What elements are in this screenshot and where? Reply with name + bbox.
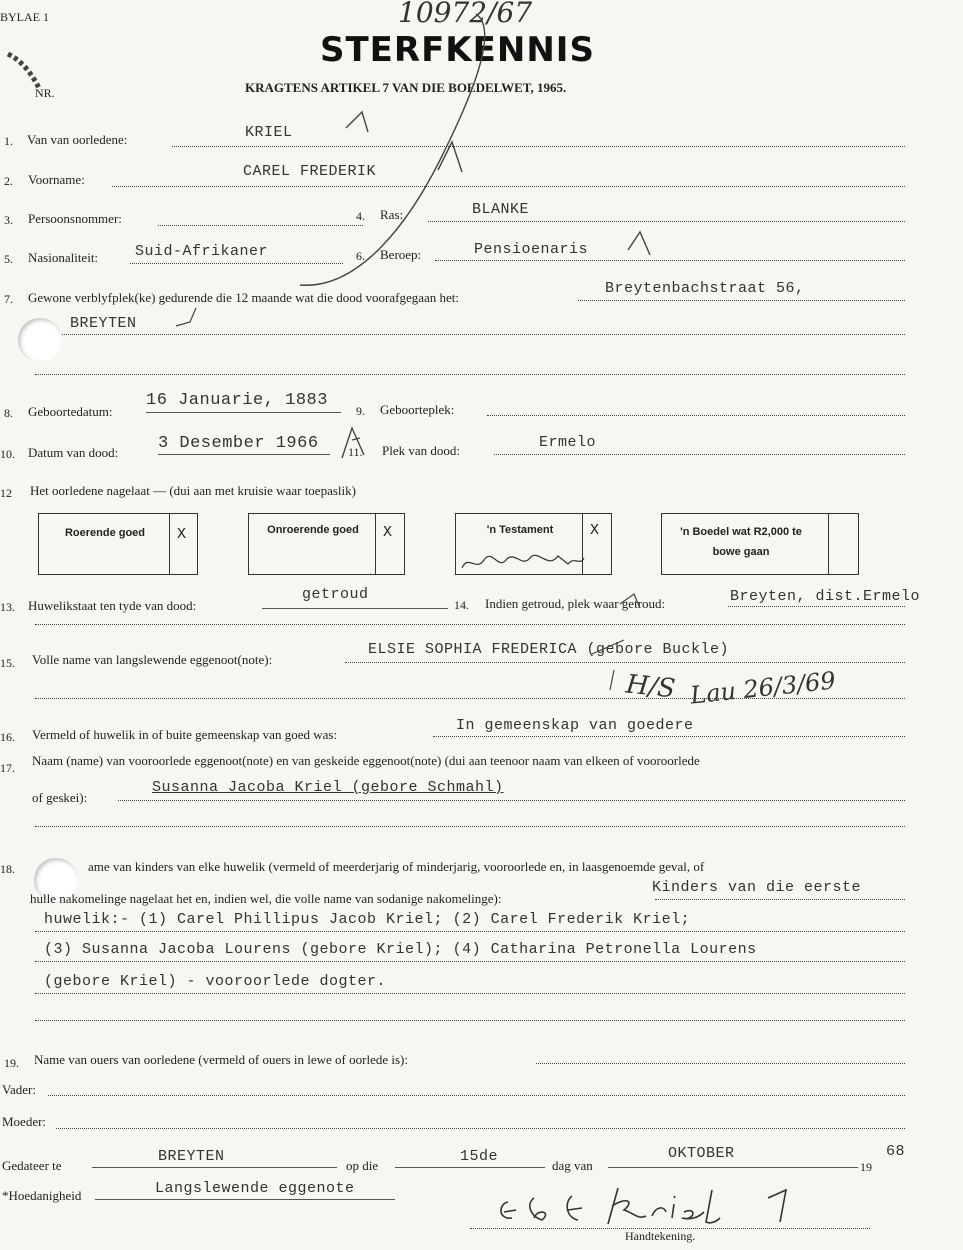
field-4-number: 4. xyxy=(356,209,365,223)
surviving-spouse-value: ELSIE SOPHIA FREDERICA (gebore Buckle) xyxy=(368,641,730,658)
year-prefix: 19 xyxy=(860,1160,872,1174)
capacity-value: Langslewende eggenote xyxy=(155,1180,355,1197)
field-6-number: 6. xyxy=(356,249,365,263)
field-1-label: Van van oorledene: xyxy=(27,132,128,147)
residence-value: Breytenbachstraat 56, xyxy=(605,280,805,297)
surname-value: KRIEL xyxy=(245,124,293,141)
field-18-label-cont: hulle nakomelinge nagelaat het en, indien wel, die volle name van sodanige nakomelinge): xyxy=(30,891,502,906)
residence-town-value: BREYTEN xyxy=(70,315,137,332)
handwritten-reference: 10972/67 xyxy=(398,0,533,29)
race-value: BLANKE xyxy=(472,201,530,218)
occupation-value: Pensioenaris xyxy=(474,241,589,258)
annex-label: BYLAE 1 xyxy=(0,10,49,24)
birth-date-value: 16 Januarie, 1883 xyxy=(146,391,328,410)
children-value-line-4: (gebore Kriel) - vooroorlede dogter. xyxy=(44,973,387,990)
field-18-number: 18. xyxy=(0,862,15,876)
checkbox-label: 'n Testament xyxy=(486,524,554,536)
field-15-number: 15. xyxy=(0,656,15,670)
death-place-value: Ermelo xyxy=(539,434,597,451)
check-initials: H/S xyxy=(624,669,677,705)
field-4-label: Ras: xyxy=(380,207,404,222)
field-7-number: 7. xyxy=(4,292,13,306)
field-8-number: 8. xyxy=(4,406,13,420)
marriage-place-value: Breyten, dist.Ermelo xyxy=(730,588,921,605)
day-of-label: dag van xyxy=(552,1158,593,1173)
field-2-number: 2. xyxy=(4,174,13,188)
children-value-line-1: Kinders van die eerste xyxy=(652,879,862,896)
capacity-label: *Hoedanigheid xyxy=(2,1188,82,1203)
father-label: Vader: xyxy=(2,1082,36,1097)
field-14-number: 14. xyxy=(454,598,469,612)
field-13-label: Huwelikstaat ten tyde van dood: xyxy=(28,598,197,613)
field-19-label: Name van ouers van oorledene (vermeld of ouers in lewe of oorlede is): xyxy=(34,1052,408,1067)
field-3-label: Persoonsnommer: xyxy=(28,211,122,226)
field-10-label: Datum van dood: xyxy=(28,445,119,460)
field-12-label: Het oorledene nagelaat — (dui aan met kruisie waar toepaslik) xyxy=(30,483,356,498)
checkbox-label: Onroerende goed xyxy=(267,524,359,536)
checkbox-label: Roerende goed xyxy=(64,527,146,539)
field-16-number: 16. xyxy=(0,730,15,744)
dated-label: Gedateer te xyxy=(2,1158,62,1173)
document-title: STERFKENNIS xyxy=(320,30,595,70)
field-19-number: 19. xyxy=(4,1056,19,1070)
field-8-label: Geboortedatum: xyxy=(28,404,113,419)
field-9-number: 9. xyxy=(356,404,365,418)
field-6-label: Beroep: xyxy=(380,247,422,262)
check-date: Lau 26/3/69 xyxy=(688,666,837,710)
field-9-label: Geboorteplek: xyxy=(380,402,455,417)
field-15-label: Volle name van langslewende eggenoot(note): xyxy=(32,652,273,667)
marital-status-value: getroud xyxy=(302,586,369,603)
checkbox-mark: X xyxy=(177,526,187,543)
mother-label: Moeder: xyxy=(2,1114,47,1129)
field-5-label: Nasionaliteit: xyxy=(28,250,99,265)
field-7-label: Gewone verblyfplek(ke) gedurende die 12 maande wat die dood voorafgegaan het: xyxy=(28,290,459,305)
death-date-value: 3 Desember 1966 xyxy=(158,434,319,453)
field-3-number: 3. xyxy=(4,213,13,227)
checkbox-label: 'n Boedel wat R2,000 te bowe gaan xyxy=(680,526,802,558)
checkbox-mark: X xyxy=(590,522,600,539)
children-value-line-3: (3) Susanna Jacoba Lourens (gebore Kriel); (4) Catharina Petronella Lourens xyxy=(44,941,757,958)
dated-place-value: BREYTEN xyxy=(158,1148,225,1165)
children-value-line-2: huwelik:- (1) Carel Phillipus Jacob Kriel; (2) Carel Frederik Kriel; xyxy=(44,911,691,928)
day-value: 15de xyxy=(460,1148,499,1165)
first-names-value: CAREL FREDERIK xyxy=(243,163,377,180)
field-12-number: 12 xyxy=(0,486,12,500)
field-14-label: Indien getroud, plek waar getroud: xyxy=(485,596,666,611)
field-10-number: 10. xyxy=(0,447,15,461)
field-13-number: 13. xyxy=(0,600,15,614)
document-subtitle: KRAGTENS ARTIKEL 7 VAN DIE BOEDELWET, 1965. xyxy=(245,80,567,95)
marriage-regime-value: In gemeenskap van goedere xyxy=(456,717,694,734)
nationality-value: Suid-Afrikaner xyxy=(135,243,269,260)
field-16-label: Vermeld of huwelik in of buite gemeenskap van goed was: xyxy=(32,727,338,742)
field-5-number: 5. xyxy=(4,252,13,266)
year-suffix-value: 68 xyxy=(886,1143,906,1160)
field-2-label: Voorname: xyxy=(28,172,85,187)
field-11-number: 11. xyxy=(348,445,363,459)
signature-label: Handtekening. xyxy=(625,1229,696,1243)
field-1-number: 1. xyxy=(4,134,13,148)
predeceased-spouse-value: Susanna Jacoba Kriel (gebore Schmahl) xyxy=(152,779,504,796)
field-17-number: 17. xyxy=(0,761,15,775)
field-11-label: Plek van dood: xyxy=(382,443,460,458)
on-the-label: op die xyxy=(346,1158,379,1173)
month-value: OKTOBER xyxy=(668,1145,735,1162)
field-17-label: Naam (name) van vooroorlede eggenoot(note) en van geskeide eggenoot(note) (dui aan teenoor naam van elkeen of vooroorlede xyxy=(32,753,700,768)
nr-label: NR. xyxy=(35,86,55,100)
field-17-label-cont: of geskei): xyxy=(32,790,88,805)
field-18-label: ame van kinders van elke huwelik (vermeld of meerderjarig of minderjarig, vooroorlede en, in laasgenoemde geval, of xyxy=(88,859,705,874)
checkbox-mark: X xyxy=(383,524,393,541)
